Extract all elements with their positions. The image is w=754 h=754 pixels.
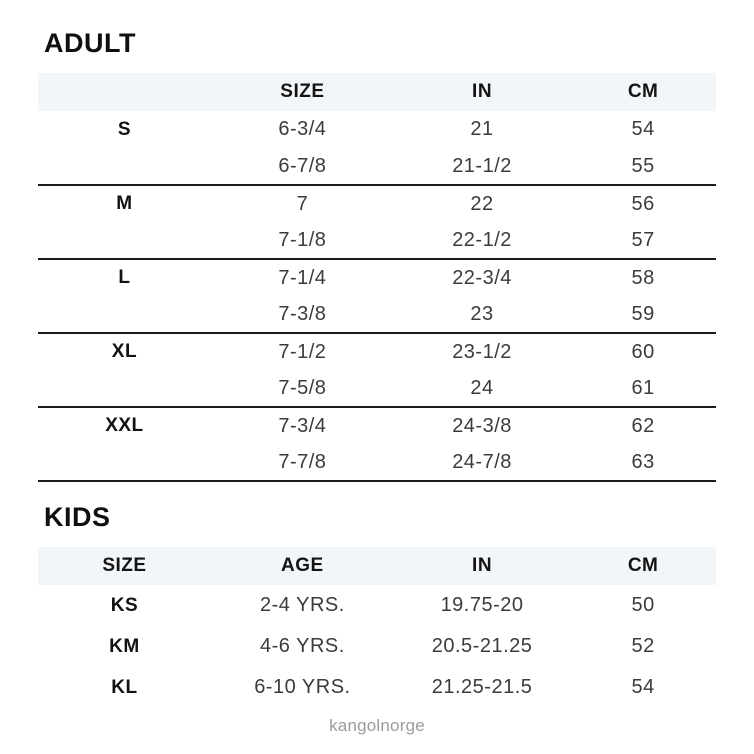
kids-header-row [38,547,716,585]
kids-size-label: KM [109,635,140,657]
size-cell: 7-3/4 [278,414,327,437]
size-cell: 7-1/2 [278,340,327,363]
in-cell: 22 [470,192,494,215]
cm-cell: 61 [570,370,716,407]
size-group-label [38,222,211,259]
size-cell: 7 [296,192,309,215]
size-group-label: L [118,267,131,288]
size-cell: 7-7/8 [211,444,394,481]
adult-header-size: SIZE [211,73,394,111]
age-cell: 6-10 YRS. [254,676,351,698]
in-cell: 23 [394,296,570,333]
table-row [38,296,716,333]
size-cell: 6-3/4 [278,118,327,140]
size-group-label [38,370,211,407]
cm-cell: 52 [631,635,655,657]
table-row [38,333,716,370]
size-cell: 7-1/8 [211,222,394,259]
size-group-label: XL [111,341,138,362]
cm-cell: 58 [631,266,655,289]
kids-size-label: KL [111,676,138,698]
table-row [38,185,716,222]
kids-header-age: AGE [211,547,394,585]
size-cell: 7-5/8 [211,370,394,407]
in-cell: 22-3/4 [452,266,512,289]
adult-size-table [38,73,716,482]
cm-cell: 55 [570,148,716,185]
cm-cell: 54 [631,676,655,698]
site-watermark: kangolnorge [329,716,425,735]
size-cell: 7-1/4 [278,266,327,289]
size-group-label [38,444,211,481]
kids-header-cm: CM [570,547,716,585]
cm-cell: 54 [631,118,655,140]
cm-cell: 60 [631,340,655,363]
adult-section-title: ADULT [44,28,136,58]
size-cell: 7-3/8 [211,296,394,333]
size-group-label: M [116,193,133,214]
size-group-label: S [117,118,132,140]
table-row [38,259,716,296]
kids-header-size: SIZE [38,547,211,585]
in-cell: 23-1/2 [452,340,512,363]
table-row [38,407,716,444]
kids-size-table [38,547,716,708]
in-cell: 21-1/2 [394,148,570,185]
size-group-label [38,148,211,185]
cm-cell: 56 [631,192,655,215]
table-row [38,667,716,708]
in-cell: 20.5-21.25 [431,635,533,657]
adult-header-in: IN [394,73,570,111]
cm-cell: 59 [570,296,716,333]
table-row [38,222,716,259]
size-group-label: XXL [105,415,144,436]
table-row [38,626,716,667]
in-cell: 19.75-20 [440,594,524,616]
adult-header-blank [38,73,211,111]
table-row [38,148,716,185]
kids-section-title: KIDS [44,502,111,532]
cm-cell: 62 [631,414,655,437]
size-cell: 6-7/8 [211,148,394,185]
kids-header-in: IN [394,547,570,585]
table-row [38,370,716,407]
adult-header-row [38,73,716,111]
in-cell: 24-3/8 [452,414,512,437]
cm-cell: 63 [570,444,716,481]
cm-cell: 50 [631,594,655,616]
in-cell: 21 [470,118,494,140]
in-cell: 24-7/8 [394,444,570,481]
in-cell: 24 [394,370,570,407]
adult-header-cm: CM [570,73,716,111]
kids-size-label: KS [110,594,139,616]
in-cell: 22-1/2 [394,222,570,259]
table-row [38,111,716,148]
in-cell: 21.25-21.5 [431,676,533,698]
table-row [38,585,716,626]
table-row [38,444,716,481]
cm-cell: 57 [570,222,716,259]
age-cell: 2-4 YRS. [260,594,345,616]
age-cell: 4-6 YRS. [260,635,345,657]
size-group-label [38,296,211,333]
